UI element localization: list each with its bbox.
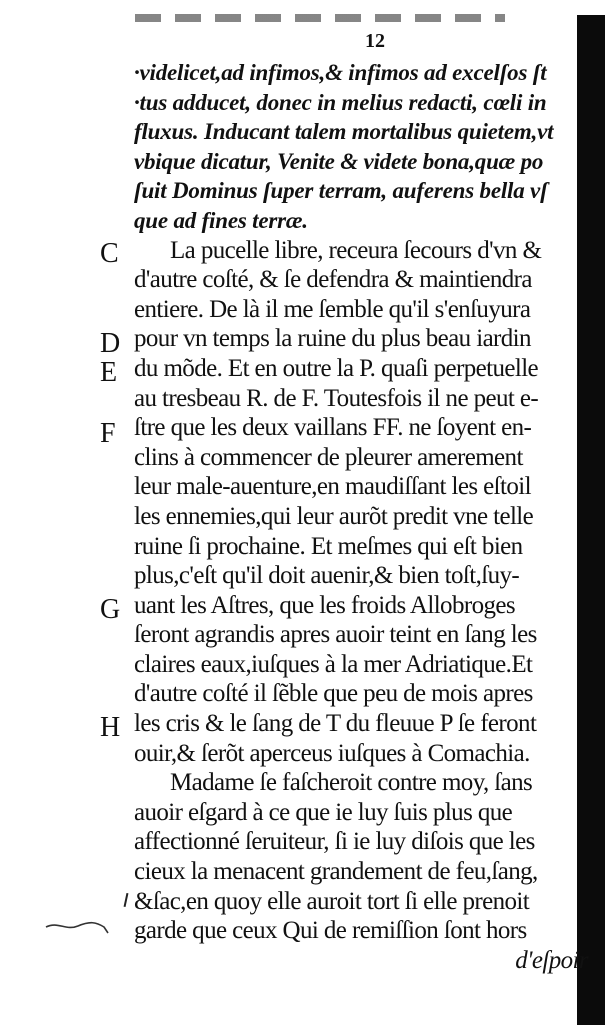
text-line: d'eſpoir	[515, 946, 588, 974]
top-edge-band	[135, 14, 505, 22]
text-line: La pucelle libre, receura ſecours d'vn &	[170, 236, 542, 264]
text-line: d'autre coſté il ſẽble que peu de mois apres	[134, 680, 533, 708]
text-line: ruine ſi prochaine. Et meſmes qui eſt bien	[134, 532, 523, 560]
text-line: ſtre que les deux vaillans FF. ne ſoyent en-	[134, 414, 532, 442]
text-line: ſeront agrandis apres auoir teint en ſang les	[134, 621, 537, 649]
text-line: Madame ſe faſcheroit contre moy, ſans	[170, 769, 533, 797]
text-line: &ſac,en quoy elle auroit tort ſi elle prenoit	[134, 887, 530, 915]
margin-letter-c: C	[100, 238, 119, 269]
text-line: auoir eſgard à ce que ie luy ſuis plus que	[134, 798, 513, 826]
text-line: ouir,& ſerõt aperceus iuſques à Comachia.	[134, 739, 530, 767]
text-line: pour vn temps la ruine du plus beau iardin	[134, 325, 531, 353]
text-line: garde que ceux Qui de remiſſion ſont hors	[134, 917, 527, 945]
text-line: leur male-auenture,en maudiſſant les eſtoil	[134, 473, 531, 501]
text-line: d'autre coſté, & ſe defendra & maintiendra	[134, 266, 532, 294]
margin-letter-f: F	[100, 418, 116, 449]
margin-letter-d: D	[100, 328, 121, 359]
text-line: uant les Aſtres, que les froids Allobroges	[134, 591, 515, 619]
margin-letter-h: H	[100, 712, 121, 743]
text-line: les cris & le ſang de T du fleuue P ſe feront	[134, 710, 537, 738]
body-text	[134, 58, 596, 975]
text-line: claires eaux,iuſques à la mer Adriatique.Et	[134, 650, 533, 678]
page-number: 12	[365, 30, 385, 52]
text-line: entiere. De là il me ſemble qu'il s'enſuyura	[134, 295, 531, 323]
text-line: que ad fines terræ.	[134, 207, 308, 233]
text-line: au tresbeau R. de F. Toutesfois il ne peut e-	[134, 384, 539, 412]
margin-letter-g: G	[100, 594, 121, 625]
handwritten-tick-mark	[124, 893, 129, 907]
text-line: du mõde. Et en outre la P. quaſi perpetuelle	[134, 354, 539, 382]
text-line: plus,c'eſt qu'il doit auenir,& bien toſt,ſuy-	[134, 562, 520, 590]
text-line: ·videlicet,ad infimos,& infimos ad excelſos ſt	[134, 60, 547, 85]
text-line: ſuit Dominus ſuper terram, auferens bella vſ	[134, 178, 548, 204]
text-line: fluxus. Inducant talem mortalibus quietem,vt	[134, 119, 554, 145]
text-line: cieux la menacent grandement de feu,ſang,	[134, 858, 538, 886]
text-line: clins à commencer de pleurer amerement	[134, 443, 523, 471]
text-line: vbique dicatur, Venite & videte bona,quæ po	[134, 148, 544, 174]
text-line: affectionné ſeruiteur, ſi ie luy diſois que les	[134, 828, 535, 856]
handwritten-pointer-mark	[44, 915, 114, 937]
text-line: les ennemies,qui leur aurõt predit vne telle	[134, 502, 534, 530]
text-line: ·tus adducet, donec in melius redacti, cœli in	[134, 89, 547, 115]
margin-letter-e: E	[100, 357, 118, 388]
